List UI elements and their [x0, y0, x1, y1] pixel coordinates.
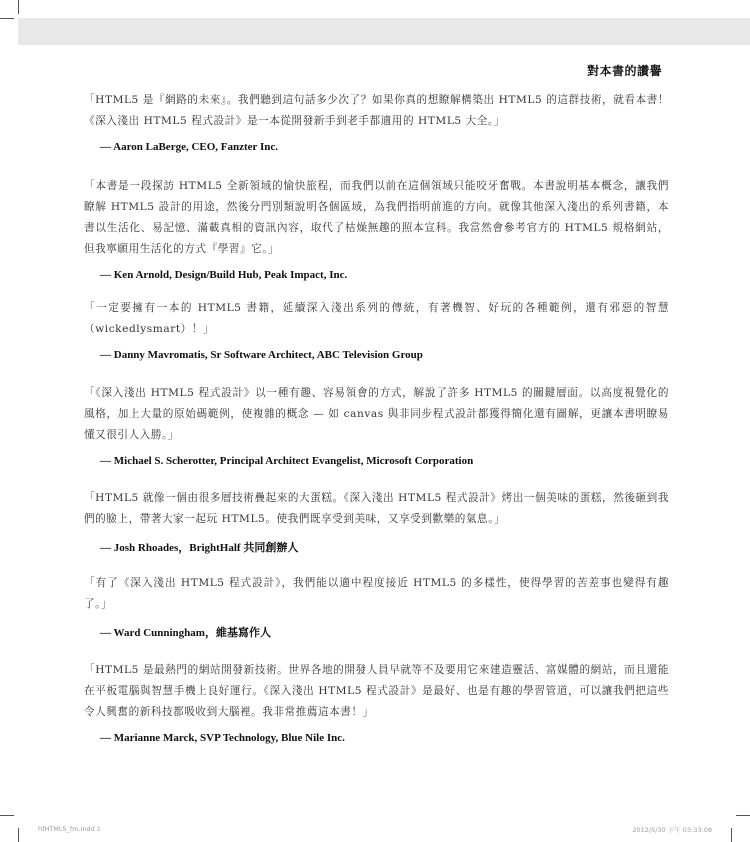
testimonial [84, 90, 669, 153]
testimonial [84, 488, 669, 555]
page-title: 對本書的讚譽 [586, 64, 662, 78]
testimonial-quote: 「HTML5 就像一個由很多層技術疊起來的大蛋糕。《深入淺出 HTML5 程式設計》烤出一個美味的蛋糕，然後砸到我們的臉上，帶著大家一起玩 HTML5。使我們既享受到美味，又享受到歡樂的氣息。」 [84, 492, 669, 525]
crop-mark-bottom-left [18, 828, 19, 842]
testimonial-quote: 「本書是一段探訪 HTML5 全新領域的愉快旅程，而我們以前在這個領域只能咬牙奮戰。本書說明基本概念，讓我們瞭解 HTML5 設計的用途，然後分門別類說明各個區域，為我們指明前進的方向。就像其他深入淺出的系列書籍，本書以生活化、易記憶、滿載真相的資訊內容，取代了枯燥無趣的照本宣科。我當然會參考官方的 HTML5 規格網站，但我寧願用生活化的方式『學習』它。」 [84, 180, 669, 255]
crop-mark-bottom-right [731, 828, 732, 842]
testimonial [84, 298, 669, 361]
testimonial-quote: 「一定要擁有一本的 HTML5 書籍，延續深入淺出系列的傳統，有著機智、好玩的各種範例，還有邪惡的智慧（wickedlysmart）！」 [84, 302, 669, 335]
crop-mark-top-left [18, 0, 19, 14]
print-timestamp: 2012/5/30 下午 03:33:08 [632, 826, 712, 834]
testimonial-quote: 「HTML5 是最熱門的網站開發新技術。世界各地的開發人員早就等不及要用它來建造靈活、富媒體的網站，而且還能在平板電腦與智慧手機上良好運行。《深入淺出 HTML5 程式設計》是最好、也是有趣的學習管道，可以讓我們把這些令人興奮的新科技都吸收到大腦裡。我非常推薦這本書！」 [84, 664, 669, 718]
testimonial [84, 383, 669, 467]
testimonial [84, 176, 669, 281]
crop-mark-bottom-right-h [736, 815, 750, 816]
header-band [18, 18, 750, 45]
testimonial-attribution: — Josh Rhoades，BrightHalf 共同創辦人 [100, 542, 299, 554]
crop-mark-top-left-h [0, 18, 14, 19]
testimonial [84, 660, 669, 744]
testimonial-quote: 「《深入淺出 HTML5 程式設計》以一種有趣、容易領會的方式，解說了許多 HTML5 的關鍵層面。以高度視覺化的風格，加上大量的原始碼範例，使複雜的概念 — 如 canvas 與非同步程式設計都獲得簡化還有圖解，更讓本書明瞭易懂又很引人入勝。」 [84, 387, 669, 441]
testimonial-attribution: — Danny Mavromatis, Sr Software Architect, ABC Television Group [100, 349, 423, 361]
testimonial-attribution: — Ken Arnold, Design/Build Hub, Peak Impact, Inc. [100, 269, 348, 281]
testimonial-quote: 「HTML5 是『網路的未來』。我們聽到這句話多少次了？如果你真的想瞭解構築出 HTML5 的這群技術，就看本書！《深入淺出 HTML5 程式設計》是一本從開發新手到老手都適用的 HTML5 大全。」 [84, 94, 669, 127]
testimonial-attribution: — Michael S. Scherotter, Principal Architect Evangelist, Microsoft Corporation [100, 455, 474, 467]
testimonial-attribution: — Marianne Marck, SVP Technology, Blue Nile Inc. [100, 732, 345, 744]
testimonial-attribution: — Ward Cunningham，維基寫作人 [100, 627, 271, 639]
testimonial-quote: 「有了《深入淺出 HTML5 程式設計》，我們能以適中程度接近 HTML5 的多樣性，使得學習的苦差事也變得有趣了。」 [84, 577, 669, 610]
file-slug: hfHTML5_fm.indd 1 [38, 825, 101, 833]
crop-mark-bottom-left-h [0, 815, 14, 816]
testimonial [84, 573, 669, 640]
testimonial-attribution: — Aaron LaBerge, CEO, Fanzter Inc. [100, 141, 279, 153]
